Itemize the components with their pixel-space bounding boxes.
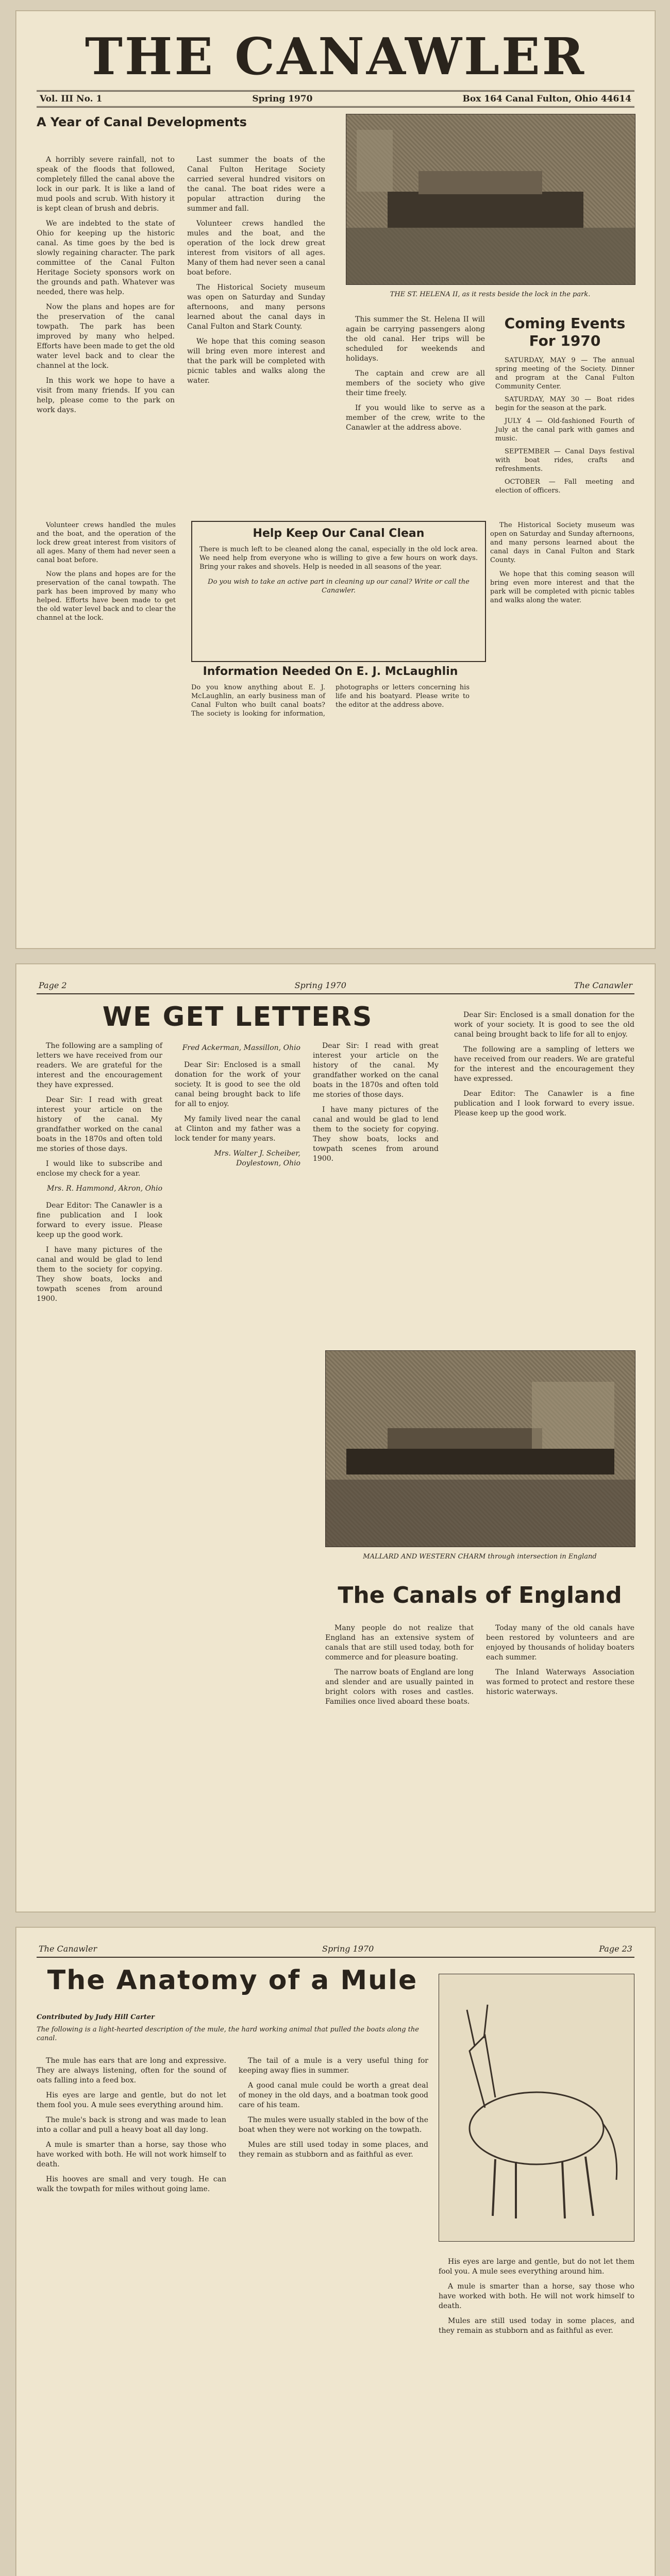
paragraph: Mules are still used today in some places, and they remain as stubborn and as faithful as ever. [439, 2317, 634, 2335]
paragraph: His hooves are small and very tough. He can walk the towpath for miles without going lame. [37, 2175, 226, 2193]
letters-col-1 [37, 1041, 162, 1886]
paragraph: Last summer the boats of the Canal Fulton Heritage Society carried several hundred visitors on the canal. The boat rides were a popular attraction during the summer and fall. [187, 156, 325, 213]
paragraph: This summer the St. Helena II will again be carrying passengers along the old canal. Her trips will be scheduled for weekends and holidays. [346, 315, 485, 363]
paragraph: The following are a sampling of letters we have received from our readers. We are grateful for the interest and the encouragement they have expressed. [37, 1042, 162, 1089]
paragraph: The mule's back is strong and was made to lean into a collar and pull a heavy boat all day long. [37, 2116, 226, 2134]
letters-col-4 [454, 1010, 634, 1340]
masthead: THE CANAWLER [85, 27, 587, 87]
paragraph: A mule is smarter than a horse, say those who have worked with both. He will not work himself to death. [439, 2282, 634, 2310]
paragraph: We hope that this coming season will bring even more interest and that the park will be completed with picnic tables and walks along the water. [187, 337, 325, 385]
letter-signature: Mrs. R. Hammond, Akron, Ohio [47, 1184, 162, 1193]
info-needed [191, 665, 470, 718]
volume-label: Vol. III No. 1 [40, 94, 103, 104]
page-number: Page 23 [599, 1944, 632, 1954]
paragraph: The following are a sampling of letters we have received from our readers. We are grateful for the interest and the encouragement they have expressed. [454, 1045, 634, 1083]
paragraph: The Historical Society museum was open on Saturday and Sunday afternoons, and many persons learned about the canal days in Canal Fulton and Stark County. [187, 283, 325, 331]
paragraph: Mules are still used today in some places, and they remain as stubborn and as faithful as ever. [239, 2141, 428, 2159]
photo-caption: MALLARD AND WESTERN CHARM through intersection in England [363, 1553, 597, 1561]
page-2 [15, 963, 656, 1912]
season-label: Spring 1970 [322, 1944, 374, 1954]
paragraph: The mules were usually stabled in the bow of the boat when they were not working on the towpath. [239, 2116, 428, 2134]
event-item: JULY 4 — Old-fashioned Fourth of July at the canal park with games and music. [495, 417, 634, 443]
letter-signature: Fred Ackerman, Massillon, Ohio [182, 1044, 300, 1052]
letters-title: WE GET LETTERS [102, 1002, 373, 1032]
article-col-1 [37, 155, 175, 495]
paper-name: The Canawler [574, 980, 632, 990]
paragraph: Dear Sir: Enclosed is a small donation for the work of your society. It is good to see the old canal being brought back to life for all to enjoy. [454, 1011, 634, 1039]
paragraph: In this work we hope to have a visit from many friends. If you can help, please come to the park on work days. [37, 377, 175, 414]
paragraph: Many people do not realize that England has an extensive system of canals that are still used today, both for commerce and for pleasure boating. [325, 1624, 474, 1662]
mule-col-2 [239, 2056, 428, 2571]
article-col-cont [37, 521, 176, 830]
paragraph: I have many pictures of the canal and would be glad to lend them to the society for copying. They show boats, locks and towpath scenes from around 1900. [313, 1106, 439, 1163]
article-col-right [490, 521, 634, 830]
event-item: SATURDAY, MAY 9 — The annual spring meeting of the Society. Dinner and program at the Canal Fulton Community Center. [495, 357, 634, 391]
paragraph: Volunteer crews handled the mules and the boat, and the operation of the lock drew great interest from visitors of all ages. Many of them had never seen a canal boat before. [187, 219, 325, 277]
paragraph: I have many pictures of the canal and would be glad to lend them to the society for copying. They show boats, locks and towpath scenes from around 1900. [37, 1246, 162, 1303]
page-number: Page 2 [39, 980, 67, 990]
narrow-boats-photo [325, 1350, 635, 1547]
mule-col-1 [37, 2056, 226, 2571]
paragraph: Dear Editor: The Canawler is a fine publication and I look forward to every issue. Please keep up the good work. [37, 1201, 162, 1239]
england-col-2 [486, 1623, 634, 1891]
paragraph: The tail of a mule is a very useful thing for keeping away flies in summer. [239, 2057, 428, 2075]
paragraph: His eyes are large and gentle, but do not let them fool you. A mule sees everything around him. [439, 2258, 634, 2276]
mule-diagram [439, 1974, 634, 2242]
event-item: SEPTEMBER — Canal Days festival with boat rides, crafts and refreshments. [495, 448, 634, 473]
paragraph: His eyes are large and gentle, but do not let them fool you. A mule sees everything around him. [37, 2091, 226, 2109]
paragraph: Today many of the old canals have been restored by volunteers and are enjoyed by thousands of holiday boaters each summer. [486, 1624, 634, 1662]
paragraph: Now the plans and hopes are for the preservation of the canal towpath. The park has been improved by many who helped. Efforts have been made to get the old water level back and to clear the channel at the lock. [37, 570, 176, 622]
page-3 [15, 1927, 656, 2576]
paragraph: I would like to subscribe and enclose my check for a year. [37, 1160, 162, 1178]
headline: A Year of Canal Developments [37, 115, 247, 129]
event-item: SATURDAY, MAY 30 — Boat rides begin for the season at the park. [495, 396, 634, 412]
help-body: There is much left to be cleaned along the canal, especially in the old lock area. We need help from everyone who is willing to give a few hours on work days. Bring your rakes and shovels. Help is needed in all seasons of the year. [199, 546, 478, 571]
paragraph: If you would like to serve as a member of the crew, write to the Canawler at the address above. [346, 404, 485, 432]
coming-events-title: Coming Events For 1970 [504, 315, 626, 349]
season-label: Spring 1970 [252, 94, 313, 104]
paragraph: A good canal mule could be worth a great deal of money in the old days, and a boatman took good care of his team. [239, 2081, 428, 2109]
paragraph: My family lived near the canal at Clinton and my father was a lock tender for many years. [175, 1115, 300, 1143]
article-col-2 [187, 155, 325, 495]
info-body: Do you know anything about E. J. McLaughlin, an early business man of Canal Fulton who built canal boats? The society is looking for information, photographs or letters concerning his life and his boatyard. Please write to the editor at the address above. [191, 684, 470, 718]
paragraph: The Inland Waterways Association was formed to protect and restore these historic waterways. [486, 1668, 634, 1696]
paragraph: Dear Sir: Enclosed is a small donation for the work of your society. It is good to see the old canal being brought back to life for all to enjoy. [175, 1061, 300, 1108]
article-col-3 [346, 315, 485, 500]
letters-col-2 [175, 1041, 300, 1886]
paragraph: The narrow boats of England are long and slender and are usually painted in bright colors with roses and castles. Families once lived aboard these boats. [325, 1668, 474, 1706]
paragraph: Dear Sir: I read with great interest your article on the history of the canal. My grandfather worked on the canal boats in the 1870s and often told me stories of those days. [313, 1042, 439, 1099]
paragraph: The Historical Society museum was open on Saturday and Sunday afternoons, and many persons learned about the canal days in Canal Fulton and Stark County. [490, 521, 634, 564]
paragraph: We hope that this coming season will bring even more interest and that the park will be completed with picnic tables and walks along the water. [490, 570, 634, 604]
paragraph: We are indebted to the state of Ohio for keeping up the historic canal. As time goes by the bed is slowly regaining character. The park committee of the Canal Fulton Heritage Society sponsors work on the grounds and path. Whatever was needed, there was help. [37, 219, 175, 296]
coming-events [495, 315, 634, 499]
england-col-1 [325, 1623, 474, 1891]
paragraph: Dear Sir: I read with great interest your article on the history of the canal. My grandfather worked on the canal boats in the 1870s and often told me stories of those days. [37, 1096, 162, 1153]
info-title: Information Needed On E. J. McLaughlin [203, 665, 458, 678]
mule-col-3 [439, 2257, 634, 2576]
paragraph: A horribly severe rainfall, not to speak of the floods that followed, completely filled the canal above the lock in our park. It is like a land of mud pools and scrub. With history it is kept clean of brush and debris. [37, 156, 175, 213]
help-title: Help Keep Our Canal Clean [253, 527, 425, 540]
paragraph: Now the plans and hopes are for the preservation of the canal towpath. The park has been improved by many who helped. Efforts have been made to get the old water level back and to clear the channel at the lock. [37, 303, 175, 370]
address-label: Box 164 Canal Fulton, Ohio 44614 [462, 94, 631, 104]
page-1 [15, 10, 656, 949]
canal-boat-illustration [346, 114, 635, 284]
help-box [191, 521, 486, 662]
england-title: The Canals of England [338, 1582, 622, 1608]
paragraph: Volunteer crews handled the mules and the boat, and the operation of the lock drew great interest from visitors of all ages. Many of them had never seen a canal boat before. [37, 521, 176, 564]
intro: The following is a light-hearted description of the mule, the hard working animal that pulled the boats along the canal. [37, 2026, 419, 2042]
help-note: Do you wish to take an active part in cleaning up our canal? Write or call the Canawler. [208, 578, 470, 595]
letter-signature: Mrs. Walter J. Scheiber, Doylestown, Ohio [214, 1149, 300, 1167]
paragraph: Dear Editor: The Canawler is a fine publication and I look forward to every issue. Please keep up the good work. [454, 1090, 634, 1117]
photo-caption: THE ST. HELENA II, as it rests beside the lock in the park. [390, 291, 591, 298]
event-item: OCTOBER — Fall meeting and election of officers. [495, 478, 634, 495]
narrow-boats-illustration [326, 1351, 635, 1547]
paper-name: The Canawler [39, 1944, 97, 1954]
paragraph: A mule is smarter than a horse, say those who have worked with both. He will not work himself to death. [37, 2141, 226, 2168]
running-head [37, 979, 634, 994]
mule-illustration [439, 1974, 634, 2242]
issue-info-row [37, 90, 634, 108]
paragraph: The captain and crew are all members of the society who give their time freely. [346, 369, 485, 397]
running-head [37, 1943, 634, 1958]
season-label: Spring 1970 [294, 980, 346, 990]
byline: Contributed by Judy Hill Carter [37, 2013, 155, 2021]
canal-boat-photo [346, 114, 635, 285]
paragraph: The mule has ears that are long and expressive. They are always listening, often for the sound of oats falling into a feed box. [37, 2057, 226, 2084]
mule-title: The Anatomy of a Mule [47, 1965, 418, 1996]
